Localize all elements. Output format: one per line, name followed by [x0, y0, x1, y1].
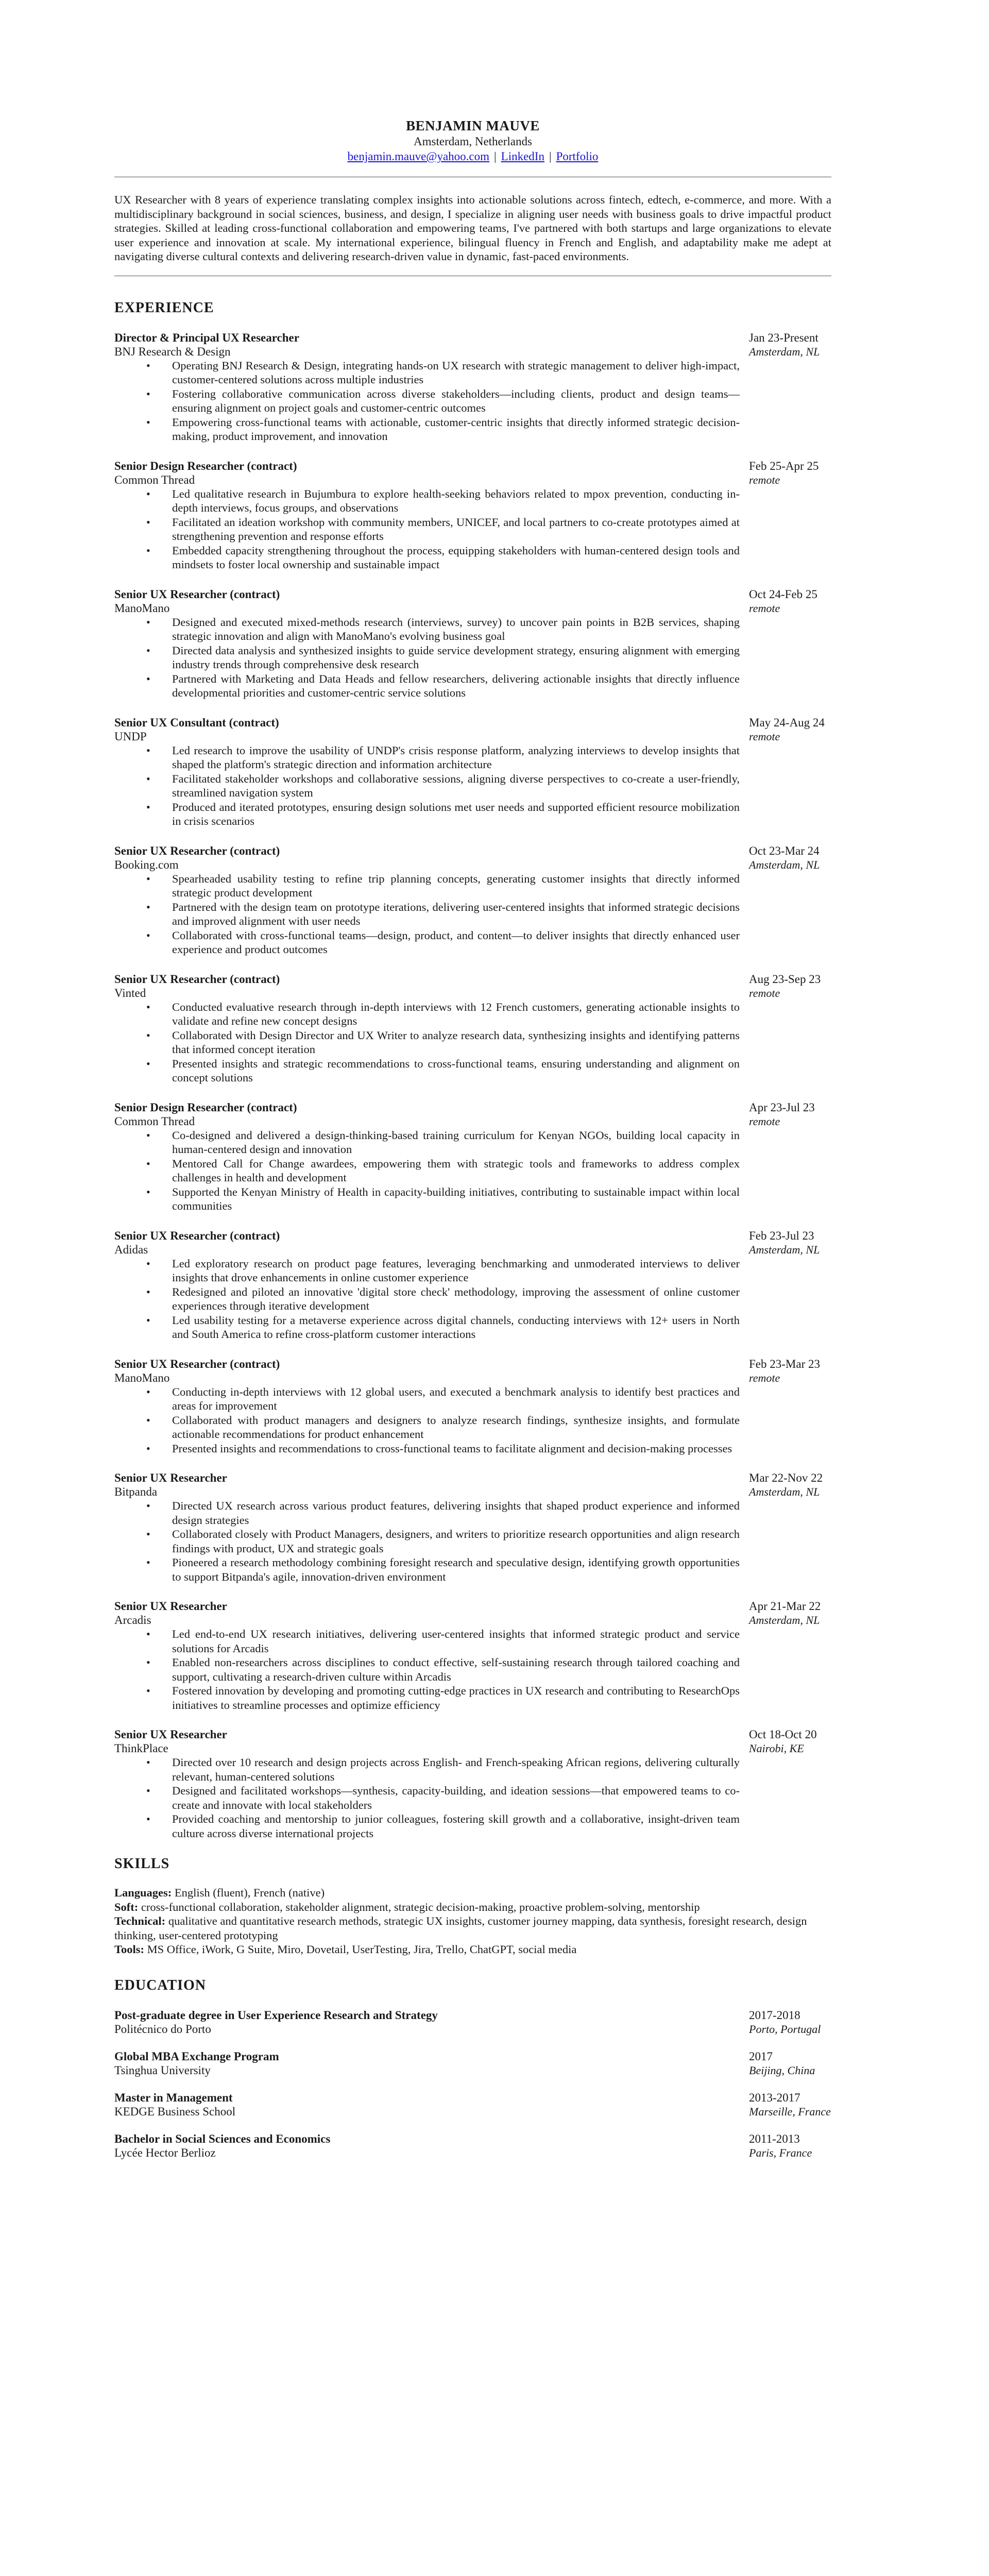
- job-bullet: • Designed and facilitated workshops—synthesis, capacity-building, and ideation sessions—that empowered teams to co-create and innovate with local stakeholders: [172, 1784, 740, 1812]
- job-entry: [114, 331, 831, 444]
- summary-paragraph: UX Researcher with 8 years of experience translating complex insights into actionable solutions across fintech, edtech, e-commerce, and more. With a multidisciplinary background in social sciences, business, and design, I specialize in aligning user needs with business goals to drive impactful product strategies. Skilled at leading cross-functional collaboration and empowering teams, I've partnered with both startups and large organizations to elevate user experience and innovation at scale. My international experience, bilingual fluency in French and English, and adaptability make me adept at navigating diverse cultural contexts and delivering research-driven value in dynamic, fast-paced environments.: [114, 193, 831, 263]
- experience-heading: EXPERIENCE: [114, 299, 214, 316]
- job-bullet: • Directed UX research across various product features, delivering insights that shaped product experience and informed design strategies: [172, 1499, 740, 1527]
- job-bullet: • Conducted evaluative research through in-depth interviews with 12 French customers, generating actionable insights to validate and refine new concept designs: [172, 1000, 740, 1028]
- job-bullet: • Presented insights and recommendations to cross-functional teams to facilitate alignment and decision-making processes: [172, 1442, 740, 1456]
- job-bullets: [114, 1499, 831, 1584]
- education-school: Tsinghua University: [114, 2063, 211, 2077]
- job-company: ManoMano: [114, 601, 170, 615]
- job-bullets: [114, 1128, 831, 1213]
- job-bullet: • Led exploratory research on product page features, leveraging benchmarking and unmoderated interviews to deliver insights that drove enhancements in online customer experience: [172, 1257, 740, 1285]
- job-company: Adidas: [114, 1243, 148, 1256]
- job-dates: Feb 25-Apr 25: [749, 459, 819, 472]
- job-title: Senior UX Researcher (contract): [114, 1229, 280, 1242]
- job-title-row: [114, 972, 831, 986]
- job-location: Amsterdam, NL: [749, 1485, 820, 1498]
- job-bullet: • Partnered with Marketing and Data Heads and fellow researchers, delivering actionable insights that directly influence developmental priorities and customer-centric service solutions: [172, 672, 740, 700]
- job-bullet: • Conducting in-depth interviews with 12 global users, and executed a benchmark analysis to identify best practices and areas for improvement: [172, 1385, 740, 1413]
- education-degree-row: [114, 2132, 831, 2146]
- job-bullet: • Partnered with the design team on prototype iterations, delivering user-centered insights that informed strategic decisions and improved alignment with user needs: [172, 900, 740, 928]
- skills-tools: [114, 1942, 831, 1957]
- job-dates: Apr 23-Jul 23: [749, 1100, 815, 1114]
- education-school: Lycée Hector Berlioz: [114, 2146, 216, 2159]
- skills-block: [114, 1886, 831, 1957]
- portfolio-link[interactable]: Portfolio: [556, 150, 599, 163]
- job-bullet: • Operating BNJ Research & Design, integrating hands-on UX research with strategic management to deliver high-impact, customer-centered solutions across multiple industries: [172, 359, 740, 387]
- job-bullet: • Led end-to-end UX research initiatives, delivering user-centered insights that informed strategic product and service solutions for Arcadis: [172, 1627, 740, 1655]
- job-bullet: • Led usability testing for a metaverse experience across digital channels, conducting interviews with 12+ users in North and South America to refine cross-platform customer interactions: [172, 1313, 740, 1342]
- job-bullet: • Directed over 10 research and design projects across English- and French-speaking African regions, delivering culturally relevant, human-centered solutions: [172, 1755, 740, 1784]
- job-company-row: [114, 473, 831, 487]
- job-bullets: [114, 872, 831, 957]
- job-company: UNDP: [114, 730, 147, 743]
- education-location: Paris, France: [749, 2146, 812, 2159]
- job-title-row: [114, 1357, 831, 1371]
- job-bullet: • Collaborated with Design Director and UX Writer to analyze research data, synthesizing insights and identifying patterns that informed concept iteration: [172, 1028, 740, 1057]
- job-entry: [114, 1471, 831, 1584]
- education-entry: [114, 2008, 831, 2036]
- job-title-row: [114, 459, 831, 473]
- skills-technical-value: qualitative and quantitative research methods, strategic UX insights, customer journey mapping, data synthesis, foresight research, design thinking, user-centered prototyping: [114, 1914, 807, 1942]
- job-title-row: [114, 1100, 831, 1114]
- education-list: [114, 2008, 831, 2160]
- resume-header: [114, 0, 831, 164]
- job-company-row: [114, 1613, 831, 1627]
- job-bullet: • Led research to improve the usability of UNDP's crisis response platform, analyzing interviews to develop insights that shaped the platform's strategic direction and information architecture: [172, 743, 740, 772]
- job-dates: Oct 18-Oct 20: [749, 1728, 817, 1741]
- job-bullet: • Facilitated stakeholder workshops and collaborative sessions, aligning diverse perspectives to co-create a user-friendly, streamlined navigation system: [172, 772, 740, 800]
- skills-tools-label: Tools:: [114, 1943, 144, 1956]
- job-company-row: [114, 1485, 831, 1499]
- contact-links: [114, 149, 831, 164]
- job-title-row: [114, 331, 831, 345]
- candidate-name: BENJAMIN MAUVE: [406, 118, 540, 133]
- job-bullet: • Enabled non-researchers across disciplines to conduct effective, self-sustaining research through tailored coaching and support, cultivating a research-driven culture within Arcadis: [172, 1655, 740, 1684]
- education-school-row: [114, 2105, 831, 2119]
- education-school-row: [114, 2146, 831, 2160]
- job-bullets: [114, 359, 831, 444]
- separator: |: [494, 150, 497, 163]
- resume-page: [114, 0, 831, 2173]
- job-dates: Feb 23-Jul 23: [749, 1229, 814, 1242]
- education-school-row: [114, 2063, 831, 2077]
- job-title: Senior UX Researcher (contract): [114, 1357, 280, 1370]
- job-dates: Oct 23-Mar 24: [749, 844, 820, 857]
- skills-soft-value: cross-functional collaboration, stakeholder alignment, strategic decision-making, proactive problem-solving, mentorship: [141, 1900, 700, 1913]
- job-dates: May 24-Aug 24: [749, 716, 825, 729]
- job-location: remote: [749, 601, 780, 615]
- job-entry: [114, 1727, 831, 1840]
- education-dates: 2017-2018: [749, 2008, 800, 2022]
- skills-soft: [114, 1900, 831, 1914]
- job-bullet: • Designed and executed mixed-methods research (interviews, survey) to uncover pain points in B2B services, shaping strategic innovation and align with ManoMano's evolving business goal: [172, 615, 740, 643]
- job-bullets: [114, 1385, 831, 1456]
- job-bullet: • Facilitated an ideation workshop with community members, UNICEF, and local partners to co-create prototypes aimed at strengthening prevention and response efforts: [172, 515, 740, 544]
- job-entry: [114, 587, 831, 700]
- job-dates: Oct 24-Feb 25: [749, 587, 817, 601]
- job-company: Bitpanda: [114, 1485, 158, 1498]
- job-bullet: • Directed data analysis and synthesized insights to guide service development strategy, ensuring alignment with emerging industry trends through comprehensive desk research: [172, 643, 740, 672]
- job-bullet: • Collaborated closely with Product Managers, designers, and writers to prioritize research opportunities and align research findings with product, UX and strategic goals: [172, 1527, 740, 1555]
- job-title: Senior Design Researcher (contract): [114, 459, 297, 472]
- job-dates: Aug 23-Sep 23: [749, 972, 821, 986]
- job-company-row: [114, 345, 831, 359]
- job-bullets: [114, 1627, 831, 1712]
- education-degree-row: [114, 2008, 831, 2022]
- job-bullet: • Presented insights and strategic recommendations to cross-functional teams, ensuring understanding and alignment on concept solutions: [172, 1057, 740, 1085]
- job-entry: [114, 716, 831, 828]
- skills-technical: [114, 1914, 831, 1942]
- job-title-row: [114, 1471, 831, 1485]
- education-dates: 2017: [749, 2049, 773, 2063]
- experience-list: [114, 331, 831, 1841]
- job-company-row: [114, 730, 831, 743]
- job-bullet: • Redesigned and piloted an innovative 'digital store check' methodology, improving the assessment of online customer experiences through iterative development: [172, 1285, 740, 1313]
- job-bullets: [114, 615, 831, 700]
- job-bullets: [114, 743, 831, 828]
- job-title: Senior UX Researcher: [114, 1600, 227, 1613]
- job-company: Common Thread: [114, 1114, 195, 1128]
- job-title: Senior UX Consultant (contract): [114, 716, 279, 729]
- job-company: Arcadis: [114, 1614, 151, 1626]
- job-title: Senior UX Researcher (contract): [114, 844, 280, 857]
- education-location: Porto, Portugal: [749, 2022, 821, 2036]
- job-location: remote: [749, 473, 780, 486]
- job-title: Senior UX Researcher (contract): [114, 587, 280, 601]
- education-dates: 2011-2013: [749, 2132, 800, 2145]
- education-school: Politécnico do Porto: [114, 2022, 211, 2036]
- education-heading: EDUCATION: [114, 1977, 207, 1993]
- job-title: Director & Principal UX Researcher: [114, 331, 299, 344]
- job-entry: [114, 1357, 831, 1456]
- job-bullet: • Fostered innovation by developing and promoting cutting-edge practices in UX research and contributing to ResearchOps initiatives to streamline processes and optimize efficiency: [172, 1684, 740, 1712]
- job-bullet: • Mentored Call for Change awardees, empowering them with strategic tools and frameworks to address complex challenges in health and development: [172, 1157, 740, 1185]
- job-bullets: [114, 1000, 831, 1085]
- job-company-row: [114, 601, 831, 615]
- job-company: Booking.com: [114, 858, 179, 871]
- job-bullet: • Produced and iterated prototypes, ensuring design solutions met user needs and supported efficient resource mobilization in crisis scenarios: [172, 800, 740, 828]
- job-entry: [114, 1229, 831, 1342]
- job-bullet: • Fostering collaborative communication across diverse stakeholders—including clients, product and design teams—ensuring alignment on project goals and customer-centric outcomes: [172, 387, 740, 415]
- skills-languages-label: Languages:: [114, 1886, 172, 1899]
- job-company-row: [114, 1243, 831, 1257]
- job-company: Vinted: [114, 986, 146, 999]
- job-bullet: • Spearheaded usability testing to refine trip planning concepts, generating customer insights that directly informed strategic product development: [172, 872, 740, 900]
- job-company-row: [114, 1114, 831, 1128]
- job-company: BNJ Research & Design: [114, 345, 231, 358]
- job-company-row: [114, 986, 831, 1000]
- job-bullet: • Co-designed and delivered a design-thinking-based training curriculum for Kenyan NGOs, building local capacity in human-centered design and innovation: [172, 1128, 740, 1157]
- job-bullet: • Provided coaching and mentorship to junior colleagues, fostering skill growth and a collaborative, insight-driven team culture across diverse international projects: [172, 1812, 740, 1840]
- education-entry: [114, 2091, 831, 2119]
- education-entry: [114, 2132, 831, 2160]
- skills-languages-value: English (fluent), French (native): [174, 1886, 325, 1899]
- skills-heading: SKILLS: [114, 1856, 170, 1872]
- education-degree: Bachelor in Social Sciences and Economics: [114, 2132, 331, 2145]
- candidate-location: Amsterdam, Netherlands: [414, 135, 532, 148]
- job-title: Senior UX Researcher (contract): [114, 972, 280, 986]
- job-company: ManoMano: [114, 1371, 170, 1384]
- job-location: Amsterdam, NL: [749, 858, 820, 871]
- job-location: Amsterdam, NL: [749, 345, 820, 358]
- job-company-row: [114, 858, 831, 872]
- job-bullet: • Empowering cross-functional teams with actionable, customer-centric insights that directly informed strategic decision-making, product improvement, and innovation: [172, 415, 740, 444]
- job-bullets: [114, 487, 831, 572]
- job-company-row: [114, 1741, 831, 1755]
- job-location: remote: [749, 1114, 780, 1128]
- job-bullets: [114, 1257, 831, 1342]
- education-location: Marseille, France: [749, 2105, 831, 2118]
- job-location: remote: [749, 730, 780, 743]
- education-degree: Post-graduate degree in User Experience Research and Strategy: [114, 2008, 438, 2022]
- education-school: KEDGE Business School: [114, 2105, 236, 2118]
- skills-soft-label: Soft:: [114, 1900, 139, 1913]
- education-degree-row: [114, 2049, 831, 2063]
- education-entry: [114, 2049, 831, 2077]
- job-entry: [114, 459, 831, 572]
- job-location: Amsterdam, NL: [749, 1614, 820, 1626]
- separator: |: [549, 150, 552, 163]
- education-dates: 2013-2017: [749, 2091, 800, 2104]
- job-title-row: [114, 1599, 831, 1613]
- job-dates: Jan 23-Present: [749, 331, 819, 344]
- job-entry: [114, 844, 831, 957]
- job-bullet: • Collaborated with cross-functional teams—design, product, and content—to deliver insights that directly enhanced user experience and product outcomes: [172, 928, 740, 957]
- job-company: ThinkPlace: [114, 1742, 168, 1755]
- job-bullet: • Pioneered a research methodology combining foresight research and speculative design, identifying growth opportunities to support Bitpanda's agile, innovation-driven environment: [172, 1555, 740, 1584]
- job-title: Senior UX Researcher: [114, 1471, 227, 1484]
- job-title-row: [114, 1229, 831, 1243]
- job-bullet: • Supported the Kenyan Ministry of Health in capacity-building initiatives, contributing to sustainable impact within local communities: [172, 1185, 740, 1213]
- education-degree-row: [114, 2091, 831, 2105]
- job-location: remote: [749, 986, 780, 999]
- job-dates: Apr 21-Mar 22: [749, 1600, 821, 1613]
- job-title-row: [114, 844, 831, 858]
- job-bullet: • Collaborated with product managers and designers to analyze research findings, synthesize insights, and formulate actionable recommendations for product enhancement: [172, 1413, 740, 1442]
- education-degree: Master in Management: [114, 2091, 233, 2104]
- job-title-row: [114, 716, 831, 730]
- job-dates: Feb 23-Mar 23: [749, 1357, 820, 1370]
- job-location: remote: [749, 1371, 780, 1384]
- skills-languages: [114, 1886, 831, 1900]
- job-entry: [114, 1599, 831, 1712]
- job-entry: [114, 972, 831, 1085]
- job-company: Common Thread: [114, 473, 195, 486]
- education-location: Beijing, China: [749, 2063, 815, 2077]
- job-bullets: [114, 1755, 831, 1840]
- job-location: Nairobi, KE: [749, 1742, 804, 1755]
- email-link[interactable]: benjamin.mauve@yahoo.com: [347, 150, 490, 163]
- education-school-row: [114, 2022, 831, 2036]
- job-title: Senior Design Researcher (contract): [114, 1100, 297, 1114]
- job-title-row: [114, 1727, 831, 1741]
- education-degree: Global MBA Exchange Program: [114, 2049, 279, 2063]
- job-bullet: • Embedded capacity strengthening throughout the process, equipping stakeholders with human-centered design tools and mindsets to foster local ownership and sustainable impact: [172, 544, 740, 572]
- skills-tools-value: MS Office, iWork, G Suite, Miro, Dovetail, UserTesting, Jira, Trello, ChatGPT, social media: [147, 1943, 577, 1956]
- job-title-row: [114, 587, 831, 601]
- job-title: Senior UX Researcher: [114, 1728, 227, 1741]
- job-location: Amsterdam, NL: [749, 1243, 820, 1256]
- job-entry: [114, 1100, 831, 1213]
- job-bullet: • Led qualitative research in Bujumbura to explore health-seeking behaviors related to mpox prevention, conducting in-depth interviews, focus groups, and observations: [172, 487, 740, 515]
- linkedin-link[interactable]: LinkedIn: [501, 150, 544, 163]
- job-company-row: [114, 1371, 831, 1385]
- job-dates: Mar 22-Nov 22: [749, 1471, 823, 1484]
- skills-technical-label: Technical:: [114, 1914, 166, 1927]
